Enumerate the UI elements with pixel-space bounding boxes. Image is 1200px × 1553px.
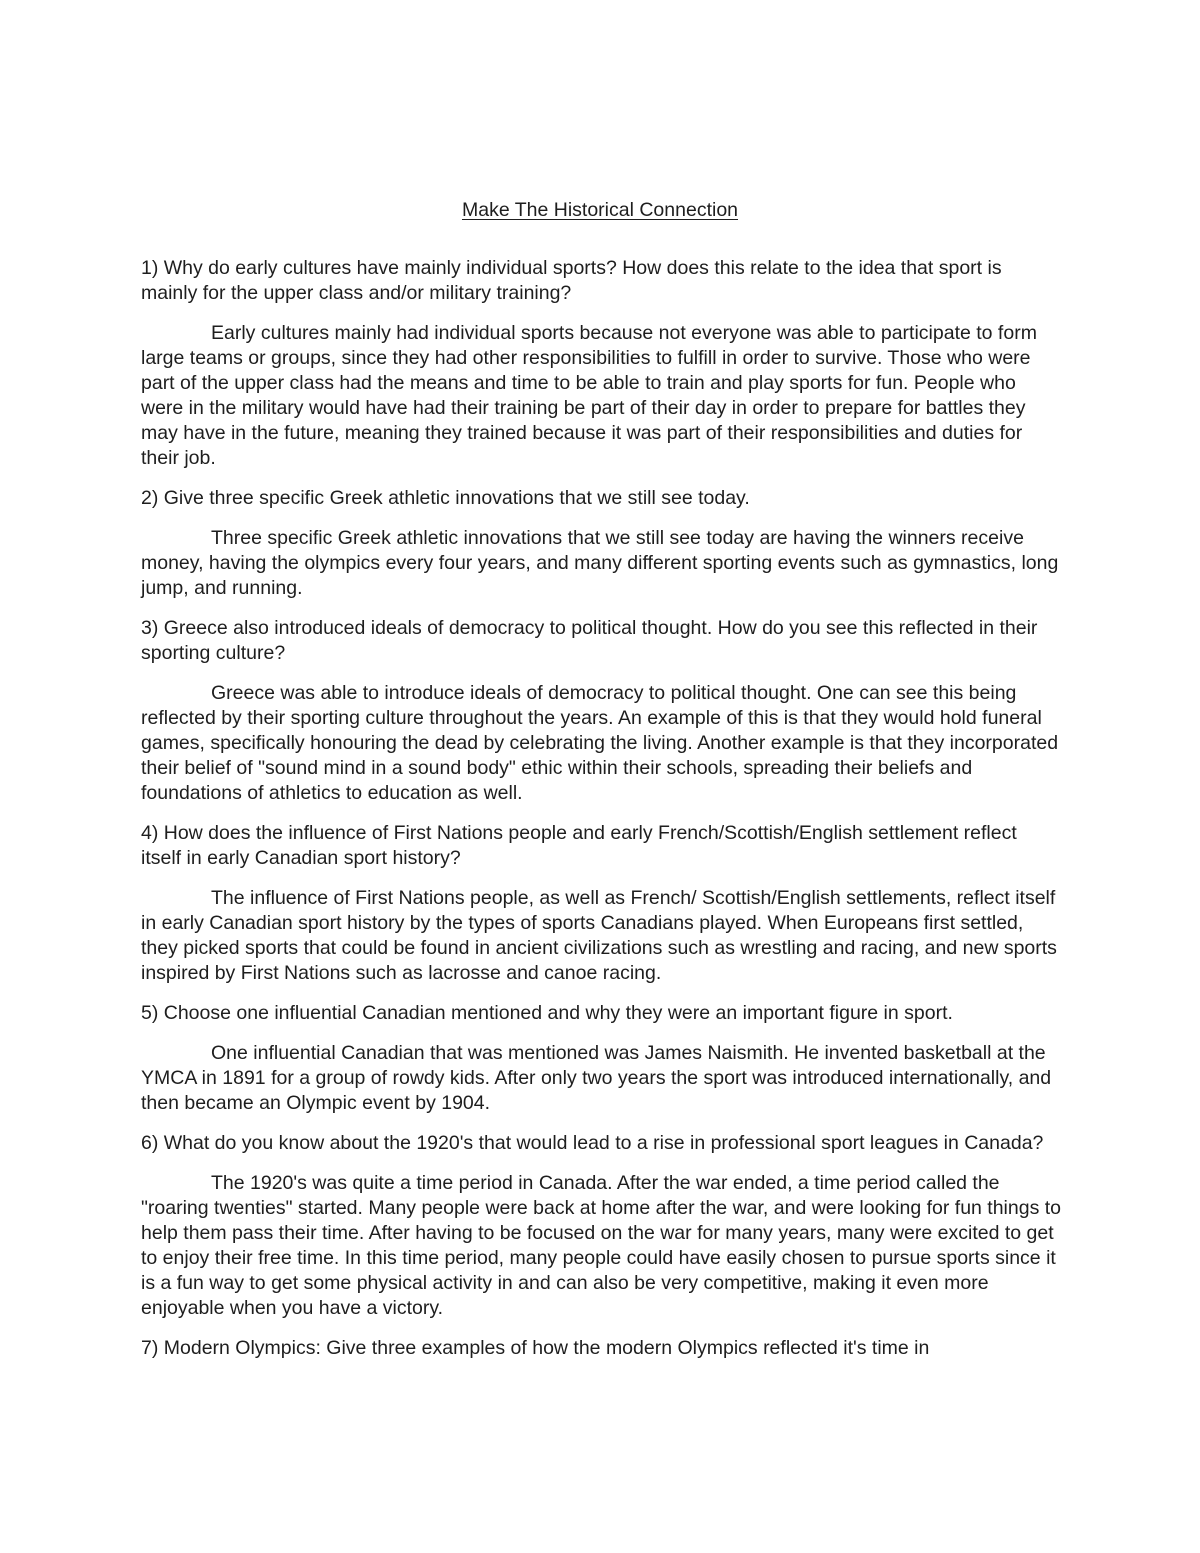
question-2: 2) Give three specific Greek athletic innovations that we still see today. [141, 487, 750, 509]
answer-5: One influential Canadian that was mentioned was James Naismith. He invented basketball at the YMCA in 1891 for a group of rowdy kids. After only two years the sport was introduced internationally, and then became an Olympic event by 1904. [141, 1042, 1052, 1114]
answer-4: The influence of First Nations people, as well as French/ Scottish/English settlements, reflect itself in early Canadian sport history by the types of sports Canadians played. When Europeans first settled, they picked sports that could be found in ancient civilizations such as wrestling and racing, and new sports inspired by First Nations such as lacrosse and canoe racing. [141, 887, 1057, 984]
document-body [141, 256, 1061, 1376]
question-3: 3) Greece also introduced ideals of democracy to political thought. How do you see this reflected in their sporting culture? [141, 617, 1038, 664]
answer-2: Three specific Greek athletic innovations that we still see today are having the winners receive money, having the olympics every four years, and many different sporting events such as gymnastics, long jump, and running. [141, 527, 1059, 599]
question-6: 6) What do you know about the 1920's that would lead to a rise in professional sport leagues in Canada? [141, 1132, 1044, 1154]
question-7: 7) Modern Olympics: Give three examples of how the modern Olympics reflected it's time in [141, 1337, 930, 1359]
question-4: 4) How does the influence of First Nations people and early French/Scottish/English settlement reflect itself in early Canadian sport history? [141, 822, 1017, 869]
question-1: 1) Why do early cultures have mainly individual sports? How does this relate to the idea that sport is mainly for the upper class and/or military training? [141, 257, 1002, 304]
document-title: Make The Historical Connection [461, 199, 739, 221]
answer-3: Greece was able to introduce ideals of democracy to political thought. One can see this being reflected by their sporting culture throughout the years. An example of this is that they would hold funeral games, specifically honouring the dead by celebrating the living. Another example is that they incorporated their belief of "sound mind in a sound body" ethic within their schools, spreading their beliefs and foundations of athletics to education as well. [141, 682, 1059, 804]
answer-1: Early cultures mainly had individual sports because not everyone was able to participate to form large teams or groups, since they had other responsibilities to fulfill in order to survive. Those who were part of the upper class had the means and time to be able to train and play sports for fun. People who were in the military would have had their training be part of their day in order to prepare for battles they may have in the future, meaning they trained because it was part of their responsibilities and duties for their job. [141, 322, 1037, 469]
question-5: 5) Choose one influential Canadian mentioned and why they were an important figure in sport. [141, 1002, 953, 1024]
answer-6: The 1920's was quite a time period in Canada. After the war ended, a time period called the "roaring twenties" started. Many people were back at home after the war, and were looking for fun things to help them pass their time. After having to be focused on the war for many years, many were excited to get to enjoy their free time. In this time period, many people could have easily chosen to pursue sports since it is a fun way to get some physical activity in and can also be very competitive, making it even more enjoyable when you have a victory. [141, 1172, 1062, 1319]
